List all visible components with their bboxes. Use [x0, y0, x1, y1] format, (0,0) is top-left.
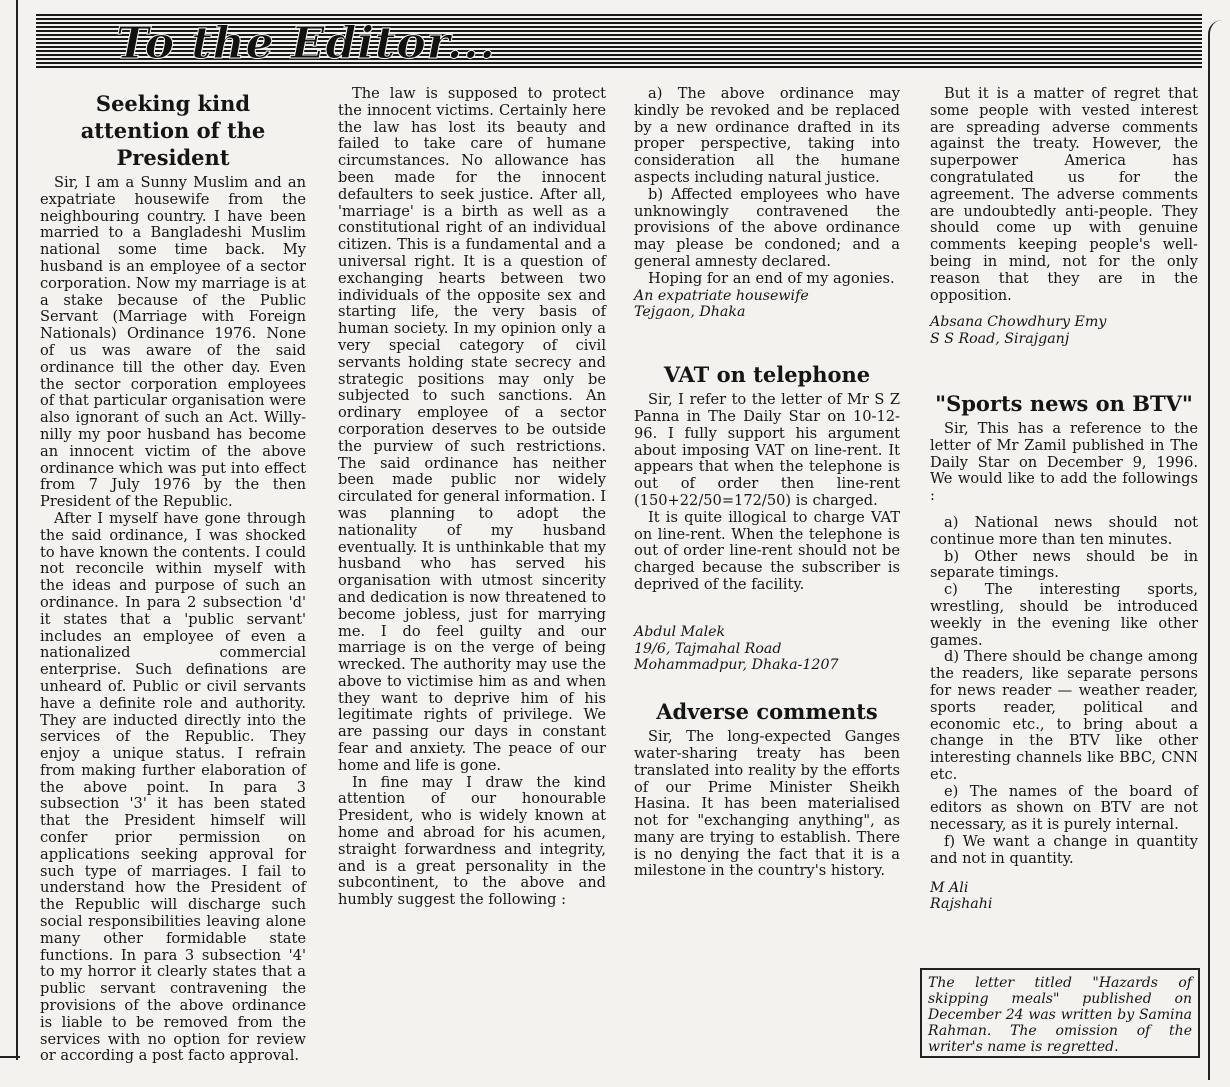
- letter-4-paragraph: Sir, This has a reference to the letter of Mr Zamil published in The Daily Star on December 9, 1996. We would like to add the followings :: [930, 419, 1198, 505]
- left-column-rule: [16, 0, 18, 1060]
- bottom-rule: [0, 1056, 20, 1058]
- letter-1-location: Tejgaon, Dhaka: [634, 304, 746, 321]
- letter-1-paragraph: After I myself have gone through the said ordinance, I was shocked to have known the contents. I could not reconcile within myself with the ideas and purpose of such an ordinance. In para 2 subsection 'd' it states that a 'public servant' includes an employee of even a nationalized commercial enterprise. Such definations are unheard of. Public or civil servants have a definite role and authority. They are inducted directly into the services of the Republic. They enjoy a unique status. I refrain from making further elaboration of the above point. In para 3 subsection '3' it has been stated that the President himself will confer prior permission on applications seeking approval for such type of marriages. I fail to understand how the President of the Republic will discharge such social responsibilities leaving alone many other formidable state functions. In para 3 subsection '4' to my horror it clearly states that a public servant contravening the provisions of the above ordinance is liable to be removed from the services with no option for review or according a post facto approval.: [40, 509, 306, 1065]
- letter-1-headline: Seeking kind attention of the President: [80, 91, 266, 170]
- letter-3-signature: Absana Chowdhury Emy: [930, 314, 1107, 331]
- section-title: To the Editor...: [116, 18, 496, 69]
- letter-2-signature: Abdul Malek: [634, 623, 726, 640]
- letter-4-headline: "Sports news on BTV": [935, 390, 1193, 416]
- letter-3-location: S S Road, Sirajganj: [930, 331, 1070, 348]
- letter-3-headline: Adverse comments: [656, 699, 878, 725]
- letter-3-paragraph: But it is a matter of regret that some people with vested interest are spreading adverse comments against the treaty. However, the superpower America has congratulated us for the agreement. The adverse comments are undoubtedly anti-people. They should come up with genuine comments keeping people's well-being in mind, not for the only reason that they are in the opposition.: [930, 85, 1198, 304]
- correction-notice-text: The letter titled "Hazards of skipping meals" published on December 24 was written by Samina Rahman. The omission of the writer's name is regretted.: [928, 975, 1192, 1055]
- section-masthead: [36, 14, 1202, 70]
- letter-1-paragraph: The law is supposed to protect the innocent victims. Certainly here the law has lost its beauty and failed to take care of humane circumstances. No allowance has been made for the innocent defaulters to seek justice. After all, 'marriage' is a birth as well as a constitutional right of an individual citizen. This is a fundamental and a universal right. It is a question of exchanging hearts between two individuals of the opposite sex and starting life, the very basis of human society. In my opinion only a very special category of civil servants holding state secrecy and strategic positions may only be subjected to such sanctions. An ordinary employee of a sector corporation deserves to be outside the purview of such restrictions. The said ordinance has neither been made public nor widely circulated for general information. I was planning to adopt the nationality of my husband eventually. It is unthinkable that my husband who has served his organisation with utmost sincerity and dedication is now threatened to become jobless, just for marrying me. I do feel guilty and our marriage is on the verge of being wrecked. The authority may use the above to victimise him as and when they want to deprive him of his legitimate rights of privilege. We are passing our days in constant fear and anxiety. The peace of our home and life is gone.: [338, 85, 606, 774]
- column-1: [40, 84, 306, 1065]
- letter-1-signature: An expatriate housewife: [634, 287, 809, 304]
- letter-2-headline: VAT on telephone: [663, 362, 871, 388]
- letter-2-location: Mohammadpur, Dhaka-1207: [634, 657, 839, 674]
- letter-1-paragraph: a) The above ordinance may kindly be revoked and be replaced by a new ordinance drafted in its proper perspective, taking into consideration all the humane aspects including natural justice.: [634, 85, 900, 186]
- letter-4-signature: M Ali: [930, 879, 969, 896]
- letter-1-paragraph: In fine may I draw the kind attention of our honourable President, who is widely known at home and abroad for his acumen, straight forwardness and integrity, and is a great personality in the subcontinent, to the above and humbly suggest the following :: [338, 773, 606, 909]
- letter-4-location: Rajshahi: [930, 896, 993, 913]
- correction-notice-box: [920, 968, 1200, 1058]
- letter-4-paragraph: b) Other news should be in separate timings.: [930, 547, 1198, 582]
- letter-4-paragraph: e) The names of the board of editors as shown on BTV are not necessary, as it is purely internal.: [930, 782, 1198, 834]
- letter-4-paragraph: f) We want a change in quantity and not in quantity.: [930, 833, 1198, 867]
- column-4: [930, 86, 1198, 913]
- letter-2-paragraph: It is quite illogical to charge VAT on line-rent. When the telephone is out of order line-rent should not be charged because the subscriber is deprived of the facility.: [634, 508, 900, 593]
- letter-1-paragraph: b) Affected employees who have unknowingly contravened the provisions of the above ordinance may please be condoned; and a general amnesty declared.: [634, 185, 900, 270]
- letter-4-paragraph: a) National news should not continue more than ten minutes.: [930, 513, 1198, 548]
- column-2: [338, 86, 606, 909]
- letter-1-paragraph: Sir, I am a Sunny Muslim and an expatriate housewife from the neighbouring country. I have been married to a Bangladeshi Muslim national some time back. My husband is an employee of a sector corporation. Now my marriage is at a stake because of the Public Servant (Marriage with Foreign Nationals) Ordinance 1976. None of us was aware of the said ordinance till the other day. Even the sector corporation employees of that particular organisation were also ignorant of such an Act. Willy-nilly my poor husband has become an innocent victim of the above ordinance which was put into effect from 7 July 1976 by the then President of the Republic.: [40, 174, 306, 511]
- letter-3-paragraph: Sir, The long-expected Ganges water-sharing treaty has been translated into reality by the efforts of our Prime Minister Sheikh Hasina. It has been materialised not for "exchanging anything", as many are trying to establish. There is no denying the fact that it is a milestone in the country's history.: [634, 728, 900, 880]
- letter-2-address: 19/6, Tajmahal Road: [634, 640, 782, 657]
- letter-4-paragraph: c) The interesting sports, wrestling, should be introduced weekly in the evening like other games.: [930, 581, 1198, 649]
- letter-1-paragraph: Hoping for an end of my agonies.: [648, 269, 895, 287]
- column-3: [634, 86, 900, 880]
- letter-4-paragraph: d) There should be change among the readers, like separate persons for news reader — weather reader, sports reader, political and economic etc., to bring about a change in the BTV like other interesting channels like BBC, CNN etc.: [930, 648, 1198, 783]
- adjacent-column-edge: [1208, 20, 1230, 1080]
- letter-2-paragraph: Sir, I refer to the letter of Mr S Z Panna in The Daily Star on 10-12-96. I fully support his argument about imposing VAT on line-rent. It appears that when the telephone is out of order then line-rent (150+22/50=172/50) is charged.: [634, 391, 900, 509]
